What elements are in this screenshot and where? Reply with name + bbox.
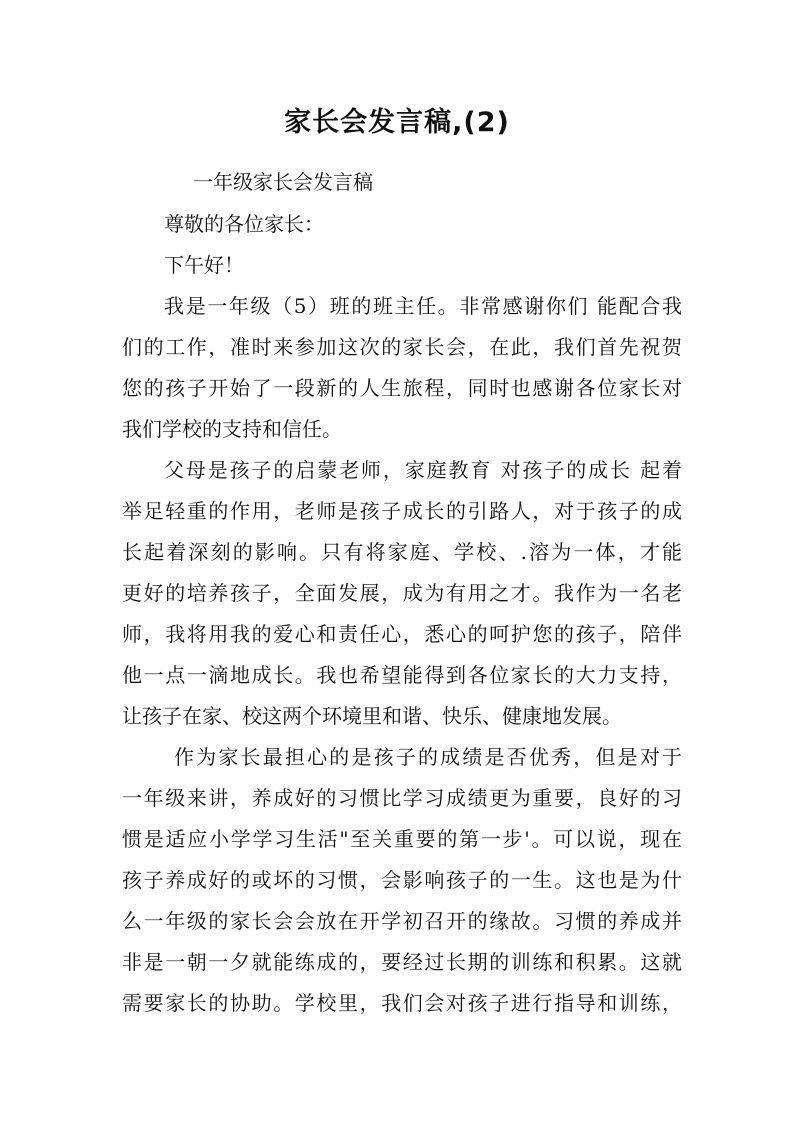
paragraph-3-line-3: 惯是适应小学学习生活"至关重要的第一步'。可以说，现在 bbox=[122, 827, 682, 851]
document-subtitle: 一年级家长会发言稿 bbox=[193, 170, 373, 194]
paragraph-2-line-6: 他一点一滴地成长。我也希望能得到各位家长的大力支持， bbox=[122, 663, 682, 687]
paragraph-1-line-2: 们的工作，准时来参加这次的家长会，在此，我们首先祝贺 bbox=[122, 335, 682, 359]
paragraph-1-line-1: 我是一年级（5）班的班主任。非常感谢你们 能配合我 bbox=[164, 294, 682, 318]
paragraph-2-line-1: 父母是孩子的启蒙老师，家庭教育 对孩子的成长 起着 bbox=[164, 458, 682, 482]
greeting-line: 尊敬的各位家长： bbox=[164, 212, 324, 236]
paragraph-2-line-3: 长起着深刻的影响。只有将家庭、学校、.溶为一体，才能 bbox=[122, 540, 682, 564]
paragraph-3-line-1: 作为家长最担心的是孩子的成绩是否优秀，但是对于 bbox=[174, 745, 682, 769]
paragraph-2-line-5: 师，我将用我的爱心和责任心，悉心的呵护您的孩子，陪伴 bbox=[122, 622, 682, 646]
paragraph-3-line-2: 一年级来讲，养成好的习惯比学习成绩更为重要，良好的习 bbox=[122, 786, 682, 810]
paragraph-3-line-6: 非是一朝一夕就能练成的，要经过长期的训练和积累。这就 bbox=[122, 950, 682, 974]
document-title: 家长会发言稿,(2) bbox=[284, 107, 510, 138]
salutation-line: 下午好！ bbox=[164, 253, 244, 277]
paragraph-2-line-7: 让孩子在家、校这两个环境里和谐、快乐、健康地发展。 bbox=[122, 704, 622, 728]
paragraph-1-line-3: 您的孩子开始了一段新的人生旅程，同时也感谢各位家长对 bbox=[122, 376, 682, 400]
paragraph-3-line-7: 需要家长的协助。学校里，我们会对孩子进行指导和训练， bbox=[122, 991, 682, 1015]
paragraph-2-line-4: 更好的培养孩子，全面发展，成为有用之才。我作为一名老 bbox=[122, 581, 682, 605]
paragraph-3-line-5: 么一年级的家长会会放在开学初召开的缘故。习惯的养成并 bbox=[122, 909, 682, 933]
paragraph-1-line-4: 我们学校的支持和信任。 bbox=[122, 417, 342, 441]
paragraph-2-line-2: 举足轻重的作用，老师是孩子成长的引路人，对于孩子的成 bbox=[122, 499, 682, 523]
paragraph-3-line-4: 孩子养成好的或坏的习惯，会影响孩子的一生。这也是为什 bbox=[122, 868, 682, 892]
